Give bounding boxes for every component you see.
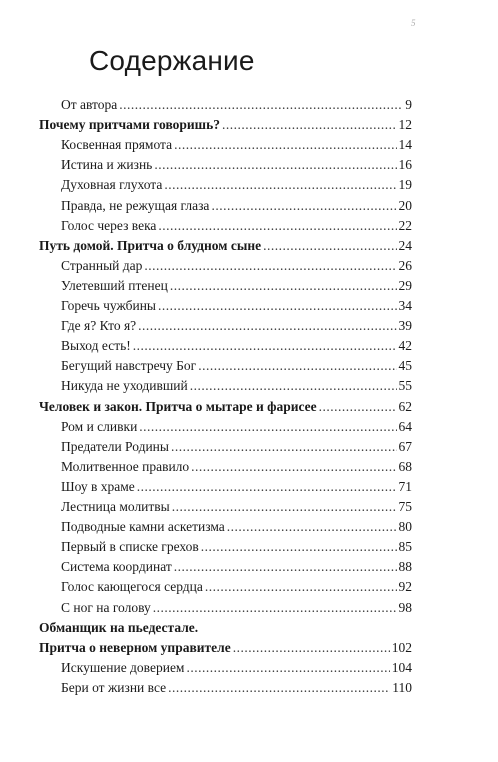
toc-entry-label: С ног на голову [61, 599, 151, 615]
toc-section [39, 397, 412, 417]
toc-item [61, 155, 412, 175]
toc-entry-page: 24 [398, 237, 412, 253]
toc-entry-label: Бери от жизни все [61, 679, 167, 695]
toc-item [61, 417, 412, 437]
dot-leader [133, 336, 397, 356]
toc-entry-label: Выход есть! [61, 338, 131, 354]
dot-leader [205, 577, 397, 597]
dot-leader [263, 236, 396, 256]
dot-leader [319, 397, 397, 417]
dot-leader [211, 196, 396, 216]
toc-entry-label: Подводные камни аскетизма [61, 519, 225, 535]
toc-item [61, 537, 412, 557]
toc-entry-page: 39 [398, 318, 412, 334]
dot-leader [174, 557, 397, 577]
dot-leader [158, 296, 397, 316]
toc-entry-page: 42 [398, 338, 412, 354]
toc-item [61, 376, 412, 396]
toc-entry-label: Предатели Родины [61, 438, 169, 454]
dot-leader [144, 256, 396, 276]
dot-leader [158, 216, 396, 236]
toc-entry-page: 55 [398, 378, 412, 394]
toc-entry-page: 14 [398, 137, 412, 153]
dot-leader [154, 155, 396, 175]
toc-entry-page: 19 [398, 177, 412, 193]
toc-entry-label: Искушение доверием [61, 659, 185, 675]
dot-leader [190, 376, 397, 396]
toc-section [39, 638, 412, 658]
toc-item [61, 316, 412, 336]
toc-item [61, 477, 412, 497]
toc-entry-label: Улетевший птенец [61, 277, 168, 293]
page-number: 5 [411, 18, 416, 28]
toc-entry-label: Лестница молитвы [61, 499, 170, 514]
dot-leader [172, 497, 397, 517]
toc-entry-page: 29 [398, 277, 412, 293]
toc-item [61, 497, 412, 517]
dot-leader [119, 95, 403, 115]
toc-entry-page: 62 [398, 398, 412, 414]
toc-item [61, 356, 412, 376]
toc-entry-label: Никуда не уходивший [61, 378, 188, 394]
toc-entry-label: Духовная глухота [61, 177, 163, 193]
toc-item [61, 175, 412, 195]
toc-entry-page: 88 [398, 559, 412, 575]
dot-leader [164, 175, 396, 195]
toc-entry-page: 85 [398, 539, 412, 555]
dot-leader [174, 135, 396, 155]
toc-item [61, 95, 412, 115]
toc-entry-label: Истина и жизнь [61, 157, 153, 173]
toc-item [61, 457, 412, 477]
toc-entry-label: Горечь чужбины [61, 298, 156, 313]
toc-entry-label: Обманщик на пьедестале. [39, 619, 199, 635]
toc-entry-label: Путь домой. Притча о блудном сыне [39, 237, 262, 253]
toc-entry-page: 45 [398, 358, 412, 374]
toc-entry-label: Система координат [61, 559, 172, 575]
toc-item [61, 196, 412, 216]
dot-leader [153, 598, 397, 618]
toc-entry-label: Косвенная прямота [61, 137, 173, 153]
toc-entry-page: 12 [398, 117, 412, 133]
toc-entry-page: 16 [398, 157, 412, 173]
toc-item [61, 135, 412, 155]
toc-item [61, 256, 412, 276]
toc-entry-label: Голос кающегося сердца [61, 579, 203, 595]
toc-entry-page: 64 [398, 418, 412, 434]
toc-item [61, 517, 412, 537]
toc-entry-page: 110 [392, 679, 412, 695]
toc-entry-label: Человек и закон. Притча о мытаре и фарисее [39, 398, 317, 414]
toc-item [61, 276, 412, 296]
toc-entry-page: 26 [398, 257, 412, 273]
toc-item [61, 216, 412, 236]
toc-entry-page: 71 [398, 478, 412, 494]
toc-item [61, 658, 412, 678]
toc-entry-page: 98 [398, 599, 412, 615]
toc-entry-label: Правда, не режущая глаза [61, 197, 210, 213]
dot-leader [171, 437, 397, 457]
dot-leader [201, 537, 397, 557]
dot-leader [137, 477, 397, 497]
toc-section [39, 236, 412, 256]
dot-leader [198, 356, 396, 376]
dot-leader [227, 517, 397, 537]
dot-leader [138, 316, 396, 336]
toc-entry-page: 22 [398, 217, 412, 233]
toc-entry-label: Голос через века [61, 217, 157, 233]
toc-entry-page: 34 [398, 298, 412, 313]
dot-leader [233, 638, 390, 658]
toc-entry-page: 102 [391, 639, 412, 655]
toc-section [39, 618, 412, 638]
toc-item [61, 577, 412, 597]
toc-entry-label: Странный дар [61, 257, 143, 273]
toc-entry-label: Притча о неверном управителе [39, 639, 231, 655]
dot-leader [191, 457, 396, 477]
toc-item [61, 296, 412, 316]
dot-leader [168, 678, 390, 698]
toc-entry-page: 20 [398, 197, 412, 213]
toc-entry-page: 75 [398, 499, 412, 514]
toc-entry-page: 9 [405, 97, 412, 112]
toc-entry-label: Первый в списке грехов [61, 539, 199, 555]
page-title: Содержание [89, 45, 255, 76]
toc-entry-label: Почему притчами говоришь? [39, 117, 220, 133]
dot-leader [186, 658, 389, 678]
toc-item [61, 336, 412, 356]
toc-entry-label: Где я? Кто я? [61, 318, 137, 334]
toc-item [61, 678, 412, 698]
toc-entry-label: Ром и сливки [61, 418, 138, 434]
toc-entry-label: Шоу в храме [61, 478, 135, 494]
dot-leader [222, 115, 397, 135]
toc-entry-page: 67 [398, 438, 412, 454]
toc-item [61, 557, 412, 577]
toc-entry-page: 68 [398, 458, 412, 474]
toc-entry-label: От автора [61, 97, 118, 112]
toc-entry-label: Молитвенное правило [61, 458, 190, 474]
toc-entry-page: 92 [398, 579, 412, 595]
dot-leader [139, 417, 396, 437]
toc-entry-page: 80 [398, 519, 412, 535]
toc-item [61, 437, 412, 457]
toc-entry-page: 104 [391, 659, 412, 675]
dot-leader [170, 276, 397, 296]
toc-item [61, 598, 412, 618]
toc-section [39, 115, 412, 135]
toc-entry-label: Бегущий навстречу Бог [61, 358, 197, 374]
